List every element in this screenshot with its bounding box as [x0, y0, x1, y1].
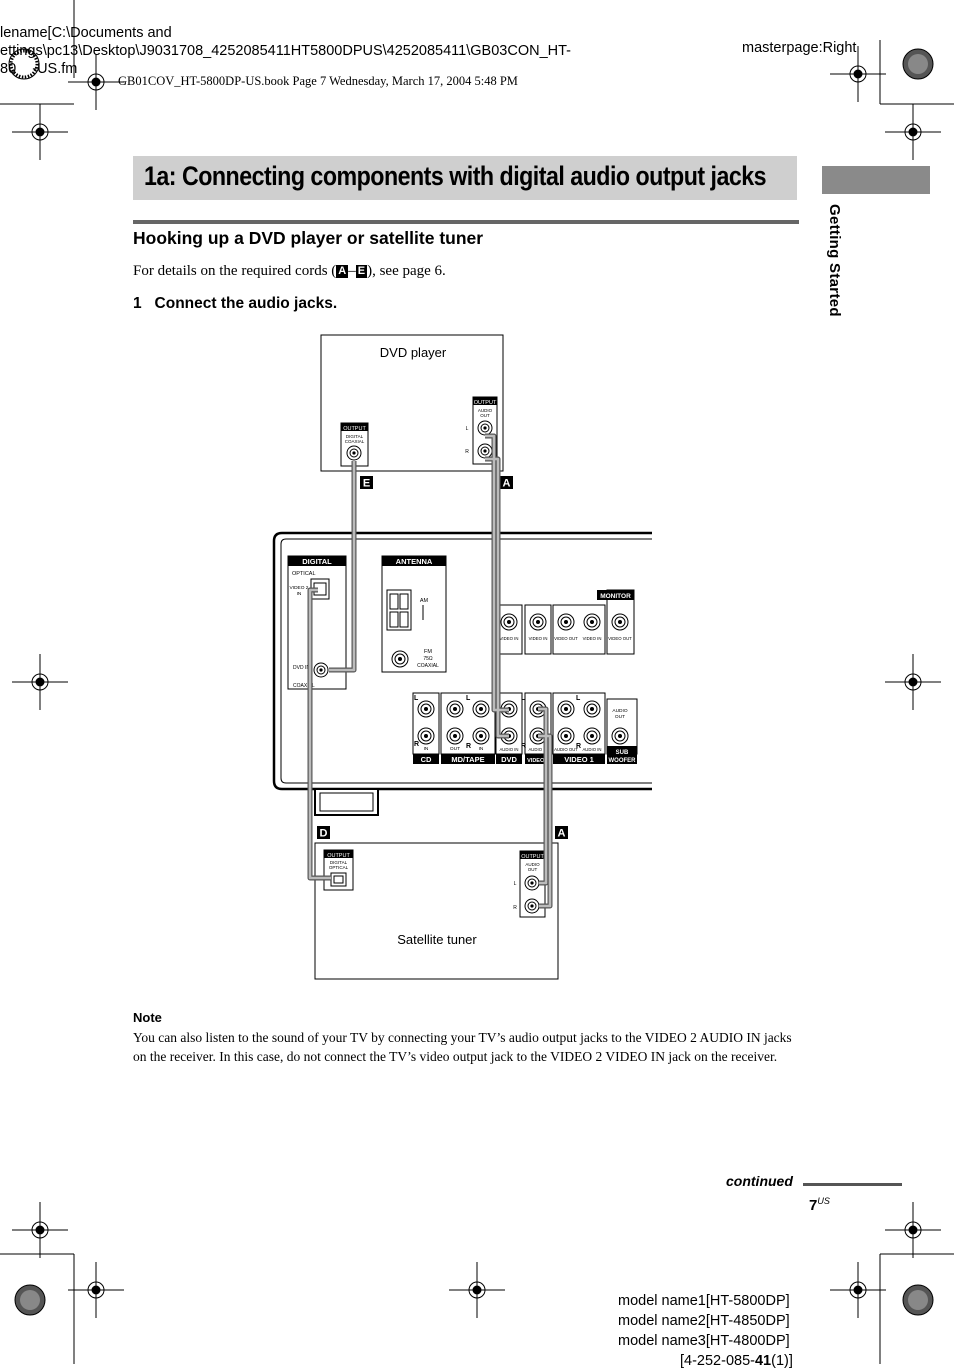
dvd-coaxial-jack [347, 446, 361, 460]
continued-label: continued [726, 1173, 793, 1189]
masterpage-label: masterpage:Right [742, 40, 857, 56]
note-heading: Note [133, 1010, 162, 1025]
svg-text:AUDIO IN: AUDIO IN [528, 747, 548, 752]
svg-text:DIGITAL: DIGITAL [329, 860, 348, 865]
svg-text:L: L [576, 695, 581, 702]
svg-text:WOOFER: WOOFER [608, 758, 636, 764]
svg-text:AM: AM [419, 598, 429, 604]
svg-text:OUT: OUT [614, 715, 626, 720]
svg-text:R: R [466, 743, 472, 750]
page-number: $7^{US}$ [809, 1196, 830, 1214]
svg-text:SUB: SUB [615, 750, 629, 756]
svg-text:COAXIAL: COAXIAL [417, 663, 439, 669]
svg-text:DVD: DVD [501, 755, 517, 764]
svg-text:VIDEO 1: VIDEO 1 [564, 755, 594, 764]
svg-text:OUT: OUT [480, 413, 490, 418]
svg-text:OUT: OUT [527, 867, 538, 872]
svg-text:AUDIO: AUDIO [525, 862, 540, 867]
svg-text:OUTPUT: OUTPUT [473, 400, 497, 406]
svg-text:CD: CD [420, 755, 432, 764]
svg-text:OUTPUT: OUTPUT [327, 853, 350, 859]
svg-text:R: R [521, 743, 527, 750]
svg-text:OUTPUT: OUTPUT [343, 426, 366, 432]
svg-text:AUDIO IN: AUDIO IN [582, 747, 602, 752]
svg-text:AUDIO: AUDIO [612, 709, 628, 714]
svg-text:IN: IN [296, 592, 302, 597]
svg-text:MD/TAPE: MD/TAPE [451, 755, 485, 764]
receiver-rear-panel [274, 533, 652, 815]
svg-text:L: L [513, 881, 517, 887]
svg-text:DIGITAL: DIGITAL [302, 557, 332, 566]
svg-text:IN: IN [423, 747, 429, 752]
note-text: You can also listen to the sound of your TV by connecting your TV’s audio output jacks to the VIDEO 2 AUDIO IN jacks on the receiver. In this case, do not connect the TV’s video output jack to the VIDEO 2 VIDEO IN jack on the receiver. [133, 1030, 792, 1064]
svg-text:A: A [502, 477, 511, 490]
step-heading: 1 Connect the audio jacks. [133, 295, 338, 312]
model-names: model name1[HT-5800DP] model name2[HT-4850DP] model name3[HT-4800DP] [4-252-085-41(1)] [618, 1293, 793, 1369]
svg-text:R: R [513, 905, 517, 911]
svg-text:75Ω: 75Ω [423, 656, 433, 662]
filename-header: lename[C:\Documents and ettings\pc13\Desktop\J9031708_4252085411HT5800DPUS\4252085411\GB03CON_HT- 80 -US.fm [0, 25, 571, 77]
svg-text:DVD IN: DVD IN [293, 665, 310, 671]
book-line: GB01COV_HT-5800DP-US.book Page 7 Wednesday, March 17, 2004 5:48 PM [118, 74, 518, 88]
cord-key-e: E [357, 265, 366, 277]
svg-text:A: A [557, 827, 566, 840]
svg-text:AUDIO IN: AUDIO IN [499, 747, 519, 752]
svg-text:COAXIAL: COAXIAL [293, 683, 315, 689]
svg-text:VIDEO IN: VIDEO IN [582, 636, 602, 641]
svg-text:OUT: OUT [449, 747, 461, 752]
svg-text:AUDIO: AUDIO [477, 408, 493, 413]
svg-text:VIDEO IN: VIDEO IN [528, 636, 548, 641]
svg-text:DIGITAL: DIGITAL [345, 434, 364, 439]
svg-text:OUTPUT: OUTPUT [521, 854, 544, 860]
svg-text:AUDIO OUT: AUDIO OUT [554, 747, 578, 752]
svg-text:R: R [414, 741, 420, 748]
svg-text:OPTICAL: OPTICAL [328, 865, 349, 870]
svg-text:VIDEO OUT: VIDEO OUT [554, 636, 578, 641]
subheading: Hooking up a DVD player or satellite tuner [133, 228, 484, 248]
svg-text:VIDEO 2: VIDEO 2 [289, 586, 309, 591]
svg-text:D: D [319, 827, 328, 840]
svg-text:MONITOR: MONITOR [600, 593, 631, 600]
section-title: 1a: Connecting components with digital audio output jacks [144, 161, 767, 191]
continued-rule [803, 1183, 902, 1186]
svg-text:VIDEO IN: VIDEO IN [499, 636, 519, 641]
intro-paragraph: For details on the required cords ( A – E ), see page 6. [133, 263, 446, 279]
svg-text:E: E [362, 477, 371, 490]
svg-text:L: L [466, 695, 471, 702]
svg-text:R: R [576, 743, 582, 750]
satellite-tuner-label: Satellite tuner [397, 932, 477, 947]
svg-text:ANTENNA: ANTENNA [395, 557, 433, 566]
dvd-player-label: DVD player [379, 345, 447, 360]
svg-text:COAXIAL: COAXIAL [344, 439, 365, 444]
svg-text:L: L [521, 695, 526, 702]
svg-text:R: R [465, 449, 469, 455]
cord-key-a: A [338, 265, 347, 277]
svg-text:L: L [465, 426, 469, 432]
svg-text:OPTICAL: OPTICAL [292, 571, 316, 577]
svg-text:VIDEO OUT: VIDEO OUT [608, 636, 632, 641]
svg-text:IN: IN [478, 747, 484, 752]
side-tab-label: Getting Started [826, 204, 843, 317]
svg-text:FM: FM [424, 649, 432, 655]
svg-text:VIDEO 2: VIDEO 2 [527, 758, 549, 764]
svg-text:L: L [414, 695, 419, 702]
